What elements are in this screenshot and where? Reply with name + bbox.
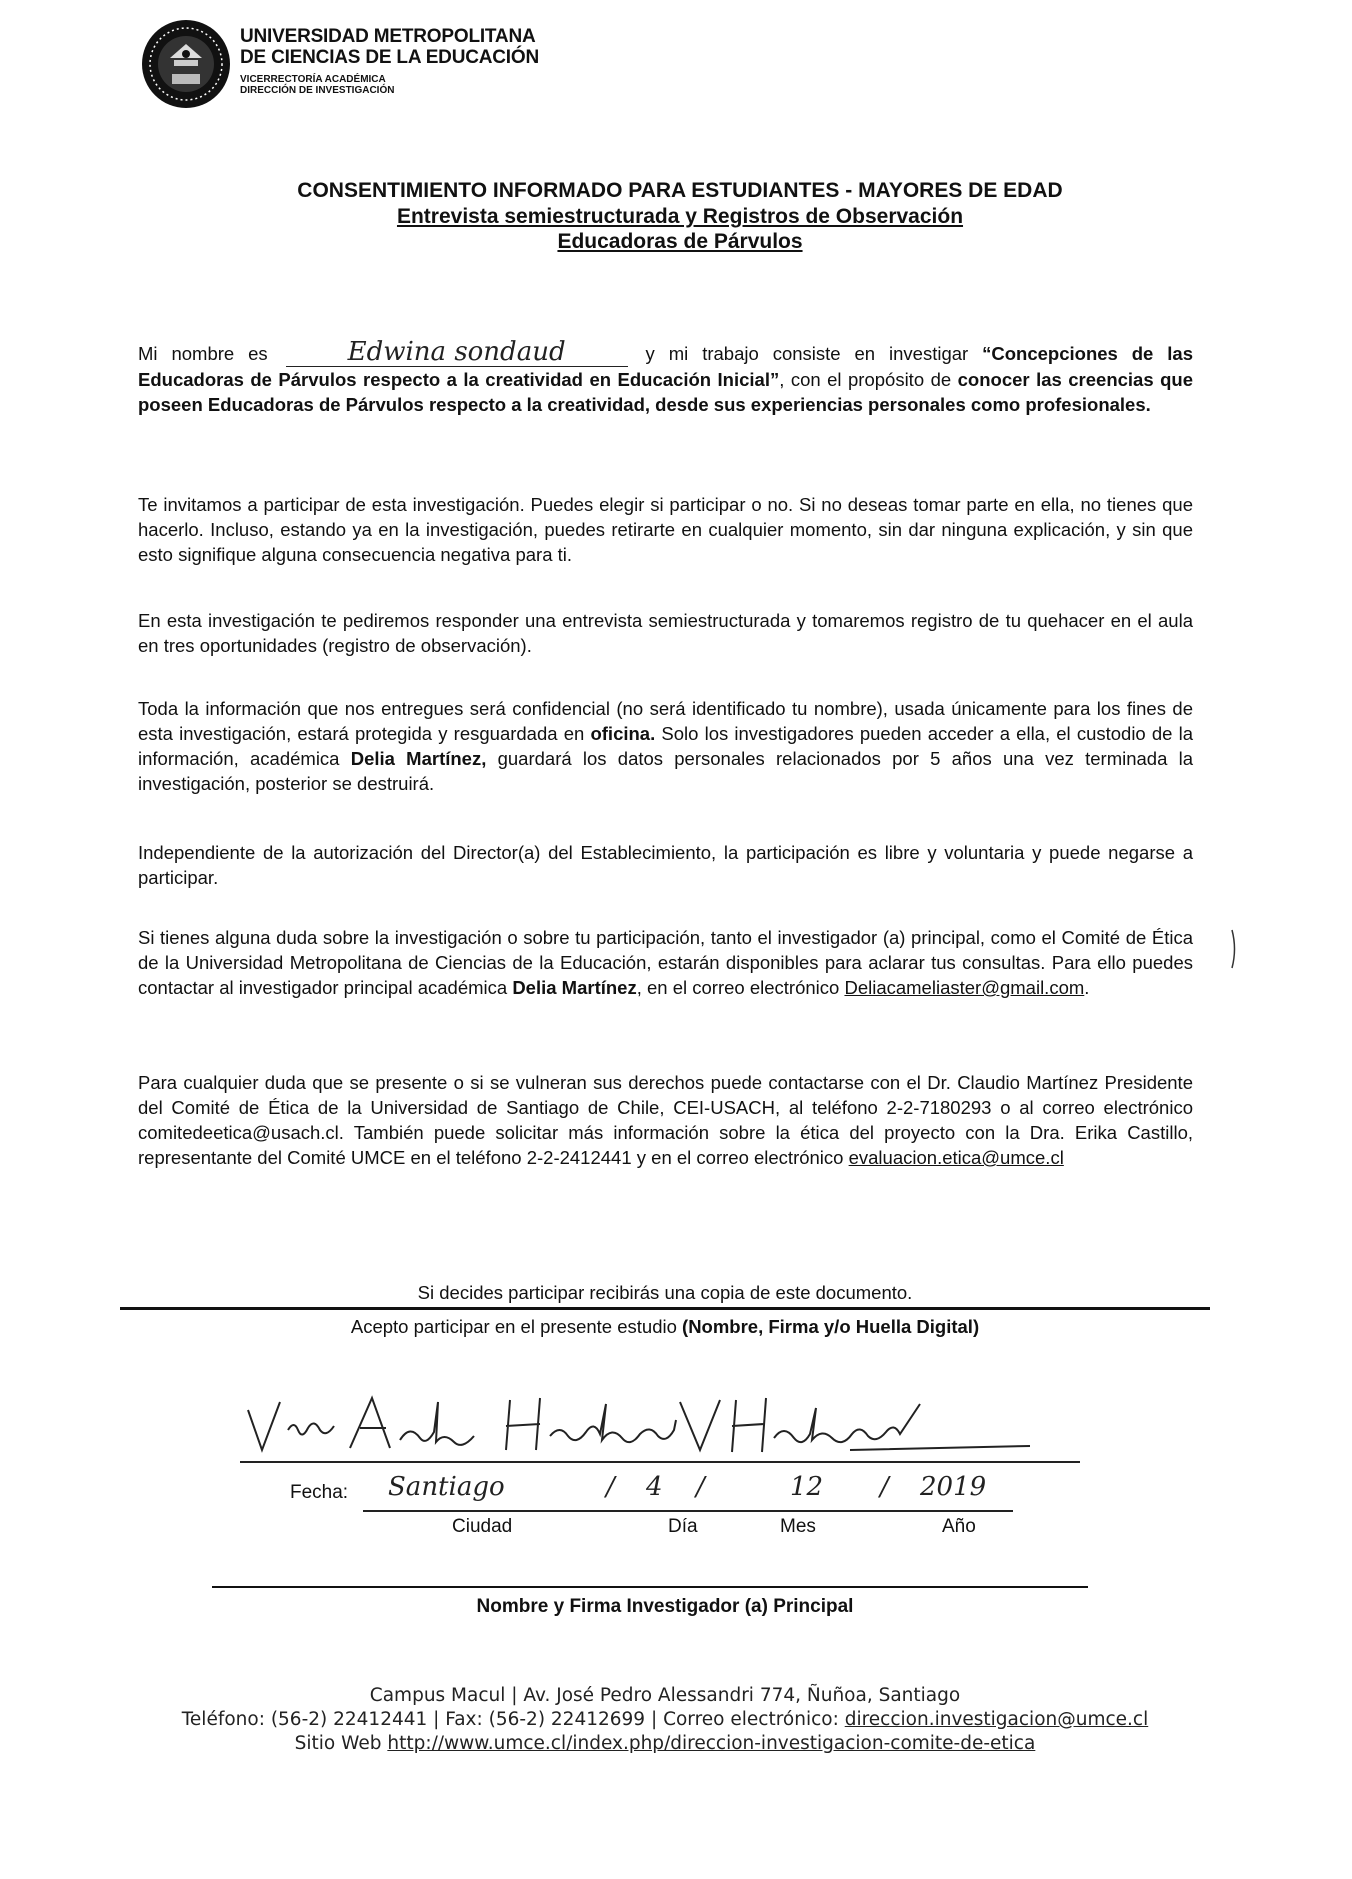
intro-mid-2: , con el propósito de xyxy=(779,369,952,390)
day-label: Día xyxy=(668,1516,698,1537)
invitation-paragraph: Te invitamos a participar de esta investigación. Puedes elegir si participar o no. Si no deseas tomar parte en ella, no tienes que hacerlo. Incluso, estando ya en la investigación, puedes retirarte en cualquier momento, sin dar ninguna explicación, y sin que esto signifique alguna consecuencia negativa para ti. xyxy=(138,494,1193,565)
footer-website xyxy=(100,1732,1230,1756)
date-separator: / xyxy=(880,1472,889,1502)
city-value: Santiago xyxy=(388,1472,505,1502)
accept-statement xyxy=(120,1314,1210,1339)
institution-name xyxy=(240,26,539,96)
investigator-email-link[interactable]: Deliacameliaster@gmail.com xyxy=(844,977,1085,998)
date-separator: / xyxy=(606,1472,615,1502)
research-title: “Concepciones de las Educadoras de Párvulos respecto a la creatividad en Educación Inicial” xyxy=(138,343,1193,390)
researcher-name-field xyxy=(286,337,628,367)
p6-text-a: Si tienes alguna duda sobre la investigación o sobre tu participación, tanto el investigador (a) principal, como el Comité de Ética de la Universidad Metropolitana de Ciencias de la Educación, estarán disponibles para aclarar tus consultas. Para ello puedes contactar al investigador principal académica xyxy=(138,927,1193,998)
copy-note: Si decides participar recibirás una copia de este documento. xyxy=(417,1282,913,1303)
city-label: Ciudad xyxy=(452,1516,513,1537)
accept-bold: (Nombre, Firma y/o Huella Digital) xyxy=(682,1316,980,1337)
p4-custodian-name: Delia Martínez, xyxy=(350,748,487,769)
document-titles xyxy=(150,178,1210,254)
institution-line-2: DE CIENCIAS DE LA EDUCACIÓN xyxy=(240,47,539,68)
procedure-paragraph: En esta investigación te pediremos responder una entrevista semiestructurada y tomaremos registro de tu quehacer en el aula en tres oportunidades (registro de observación). xyxy=(138,610,1193,656)
date-label: Fecha: xyxy=(290,1482,349,1503)
year-label: Año xyxy=(942,1516,976,1537)
p6-text-d: . xyxy=(1084,977,1090,998)
p4-text-e: guardará los datos personales relacionados por 5 años una vez terminada la investigación, posterior se destruirá. xyxy=(138,748,1194,794)
ethics-contact-paragraph xyxy=(138,1070,1193,1170)
footer-contact xyxy=(100,1708,1230,1732)
investigator-label: Nombre y Firma Investigador (a) Principal xyxy=(476,1596,854,1617)
research-purpose: conocer las creencias que poseen Educadoras de Párvulos respecto a la creatividad, desde sus experiencias personales como profesionales. xyxy=(138,369,1194,415)
intro-paragraph xyxy=(138,337,1194,417)
institution-line-3: VICERRECTORÍA ACADÉMICA xyxy=(240,74,386,85)
date-line xyxy=(363,1510,1013,1512)
p6-investigator-name: Delia Martínez xyxy=(512,977,637,998)
letterhead xyxy=(140,18,740,118)
university-seal-icon xyxy=(140,18,232,110)
p7-text-a: Para cualquier duda que se presente o si se vulneran sus derechos puede contactarse con el Dr. Claudio Martínez Presidente del Comité de Ética de la Universidad de Santiago de Chile, CEI-USACH, al teléfono 2-2-7180293 o al correo electrónico comitedeetica@usach.cl. También puede solicitar más información sobre la ética del proyecto con la Dra. Erika Castillo, representante del Comité UMCE en el teléfono 2-2-2412441 y en el correo electrónico xyxy=(138,1072,1193,1168)
ethics-email-link[interactable]: evaluacion.etica@umce.cl xyxy=(848,1147,1064,1168)
date-separator: / xyxy=(696,1472,705,1502)
contact-paragraph xyxy=(138,925,1193,1000)
intro-prefix: Mi nombre es xyxy=(138,343,268,364)
month-label: Mes xyxy=(780,1516,816,1537)
footer-website-link[interactable]: http://www.umce.cl/index.php/direccion-investigacion-comite-de-etica xyxy=(387,1733,1036,1754)
intro-mid: y mi trabajo consiste en investigar xyxy=(645,343,969,364)
document-subtitle-2: Educadoras de Párvulos xyxy=(557,230,803,253)
institution-line-4: DIRECCIÓN DE INVESTIGACIÓN xyxy=(240,85,395,96)
year-value: 2019 xyxy=(920,1472,987,1502)
footer-address: Campus Macul | Av. José Pedro Alessandri 774, Ñuñoa, Santiago xyxy=(369,1685,961,1706)
researcher-name-handwritten: Edwina sondaud xyxy=(347,337,566,367)
confidentiality-paragraph xyxy=(138,696,1193,796)
participant-signature xyxy=(240,1380,1080,1470)
footer xyxy=(100,1684,1230,1756)
institution-line-1: UNIVERSIDAD METROPOLITANA xyxy=(240,26,536,47)
voluntary-paragraph: Independiente de la autorización del Director(a) del Establecimiento, la participación es libre y voluntaria y puede negarse a participar. xyxy=(138,842,1193,888)
footer-phones: Teléfono: (56-2) 22412441 | Fax: (56-2) 22412699 | Correo electrónico: xyxy=(181,1709,839,1730)
document-title: CONSENTIMIENTO INFORMADO PARA ESTUDIANTES - MAYORES DE EDAD xyxy=(297,179,1063,202)
day-value: 4 xyxy=(646,1472,663,1502)
margin-mark xyxy=(1230,928,1238,970)
investigator-signature-line xyxy=(212,1586,1088,1588)
p6-text-c: , en el correo electrónico xyxy=(636,977,840,998)
p4-text-a: Toda la información que nos entregues será confidencial (no será identificado tu nombre), usada únicamente para los fines de esta investigación, estará protegida y resguardada en xyxy=(138,698,1193,744)
footer-email-link[interactable]: direccion.investigacion@umce.cl xyxy=(844,1709,1149,1730)
accept-text: Acepto participar en el presente estudio xyxy=(350,1316,677,1337)
document-subtitle-1: Entrevista semiestructurada y Registros de Observación xyxy=(396,205,964,228)
p4-text-b: oficina. xyxy=(590,723,656,744)
month-value: 12 xyxy=(790,1472,824,1502)
p4-text-c: Solo los investigadores pueden acceder a ella, el custodio de la información, académica xyxy=(138,723,1194,769)
footer-website-label: Sitio Web xyxy=(294,1733,382,1754)
divider-line xyxy=(120,1307,1210,1310)
